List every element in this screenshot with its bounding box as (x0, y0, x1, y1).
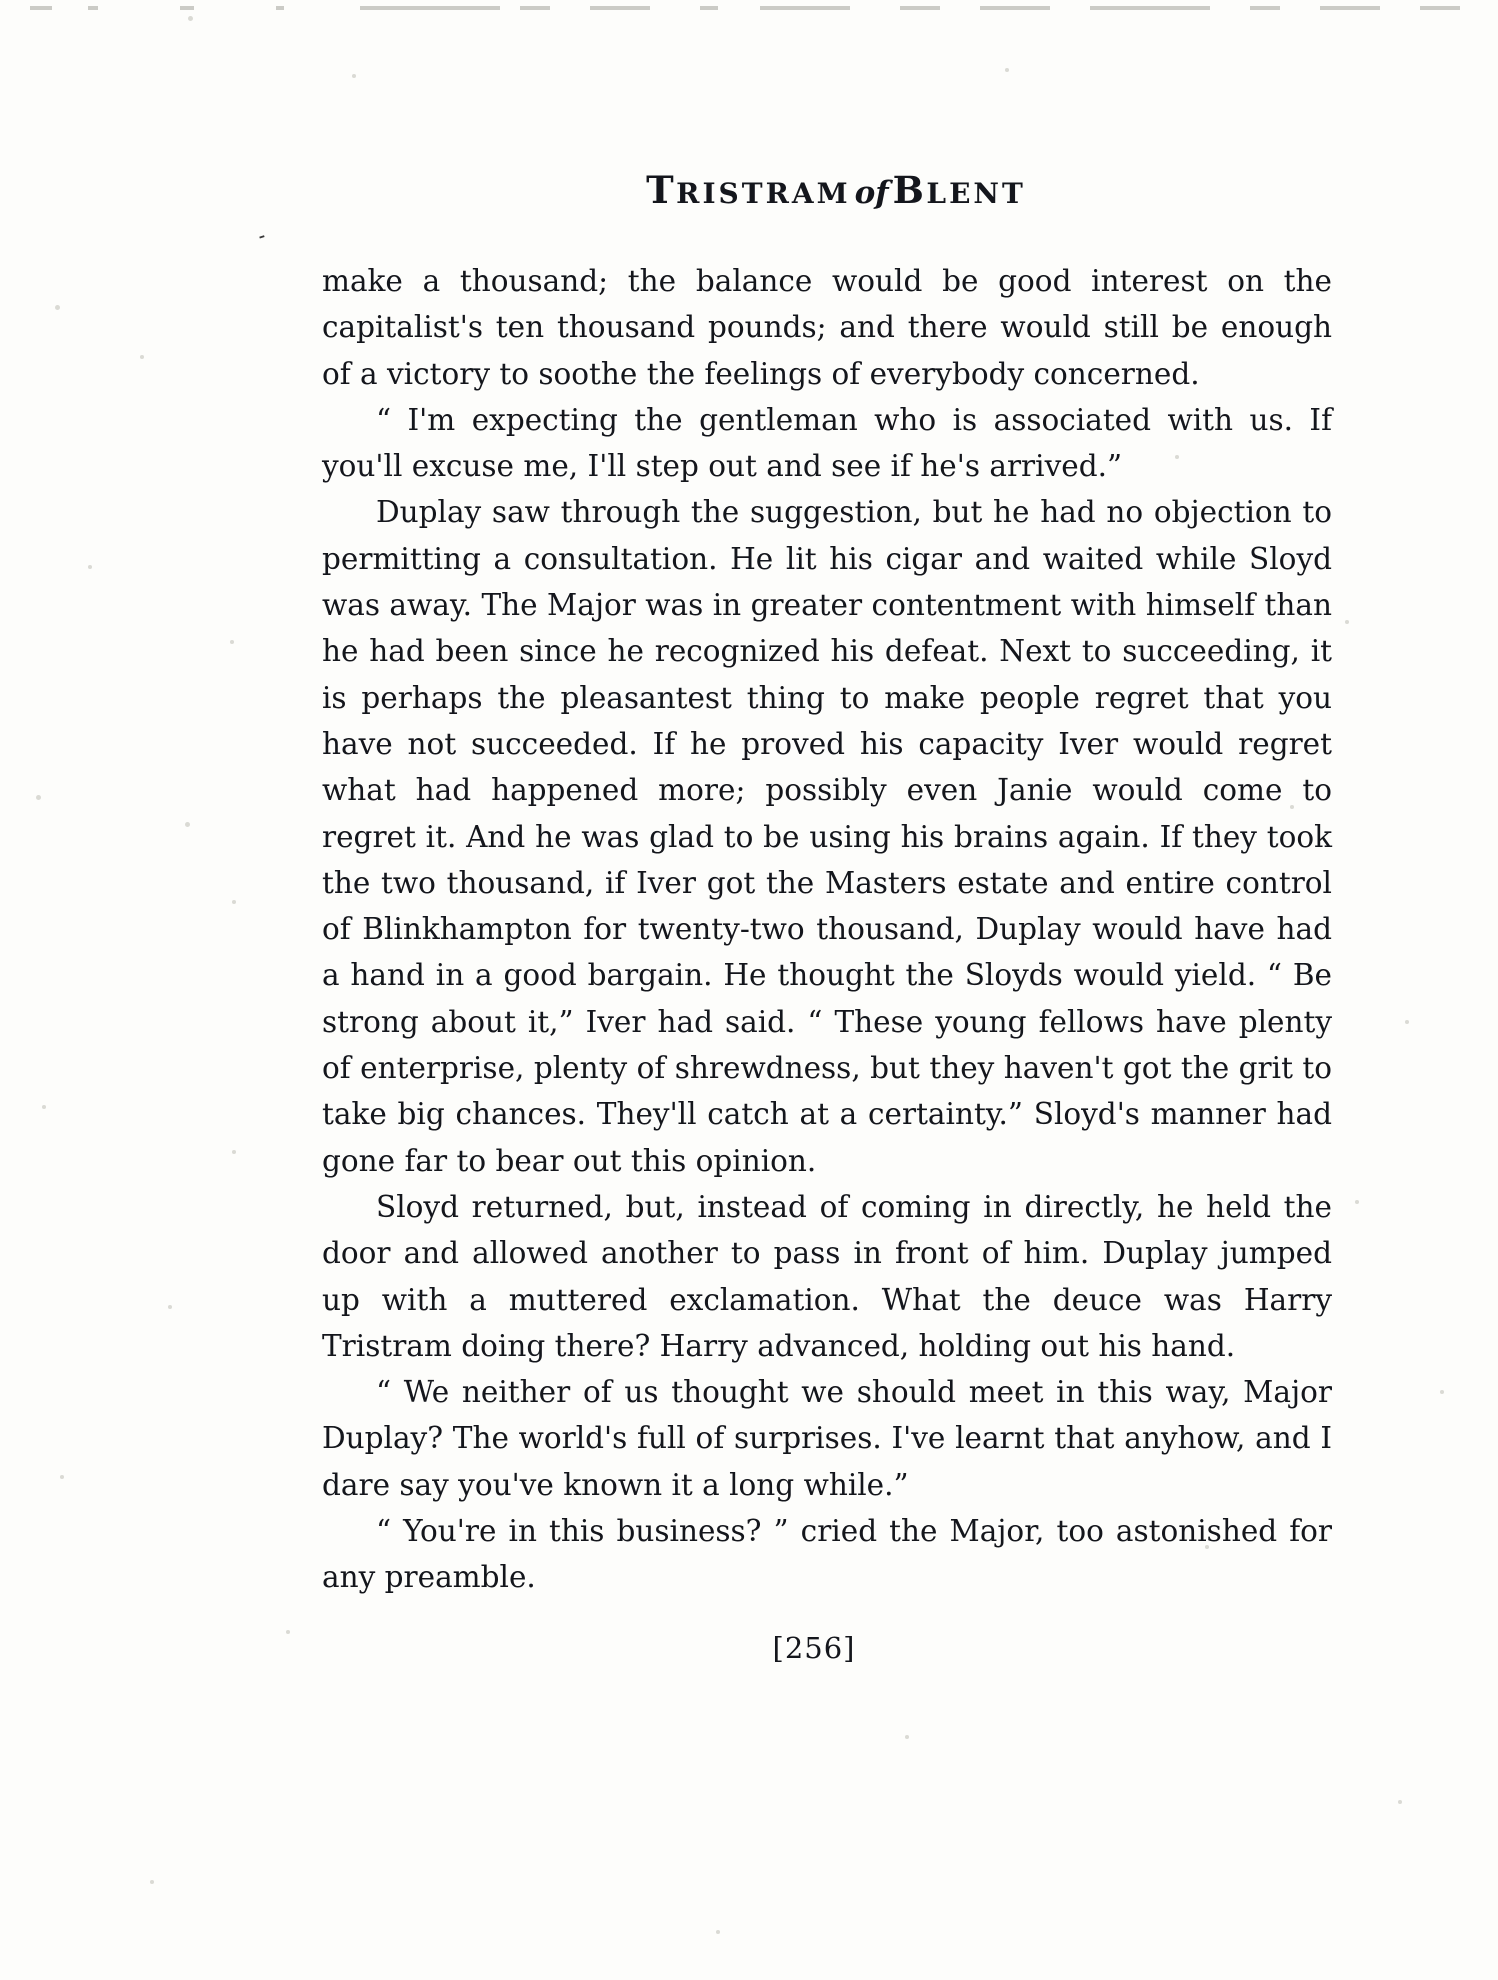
running-head (322, 168, 1332, 212)
scan-speck (150, 1880, 154, 1884)
scan-speck (232, 900, 236, 904)
paragraph: Sloyd returned, but, instead of coming in directly, he held the door and allowed another to pass in front of him. Duplay jumped up with a muttered exclamation. What the deuce was Harry Tristram doing there? Harry advanced, holding out his hand. (322, 1189, 1332, 1363)
scan-speck (36, 795, 41, 800)
scan-speck (1405, 1020, 1409, 1024)
scan-speck (905, 1735, 909, 1739)
paragraph: “ We neither of us thought we should meet in this way, Major Duplay? The world's full of surprises. I've learnt that anyhow, and I dare say you've known it a long while.” (322, 1375, 1332, 1502)
running-head-word-2: LENT (926, 177, 1026, 210)
paragraph: Duplay saw through the suggestion, but he had no objection to permitting a consultation. He lit his cigar and waited while Sloyd was away. The Major was in greater contentment with himself than he had been since he recognized his defeat. Next to succeeding, it is perhaps the pleasantest thing to make people regret that you have not succeeded. If he proved his capacity Iver would regret what had happened more; possibly even Janie would come to regret it. And he was glad to be using his brains again. If they took the two thousand, if Iver got the Masters estate and entire control of Blinkhampton for twenty-two thousand, Duplay would have had a hand in a good bargain. He thought the Sloyds would yield. “ Be strong about it,” Iver had said. “ These young fellows have plenty of enterprise, plenty of shrewdness, but they haven't got the grit to take big chances. They'll catch at a certainty.” Sloyd's manner had gone far to bear out this opinion. (322, 495, 1332, 1178)
scan-speck (188, 16, 193, 21)
scan-speck (1355, 1200, 1359, 1204)
scan-speck (168, 1305, 172, 1309)
running-head-word-1: RISTRAM (676, 177, 851, 210)
running-head-initial-2: B (892, 168, 927, 212)
scan-speck (140, 355, 144, 359)
page-edge-marks (0, 6, 1498, 20)
scan-speck (88, 565, 92, 569)
page-number: [256] (772, 1630, 856, 1665)
scan-speck (185, 822, 190, 827)
scan-speck (352, 74, 356, 78)
scan-speck (42, 1105, 46, 1109)
scan-speck (1398, 1800, 1402, 1804)
running-head-connector: of (854, 175, 889, 211)
scan-speck (716, 1930, 720, 1934)
scan-speck (1005, 68, 1009, 72)
paragraph: “ You're in this business? ” cried the Major, too astonished for any preamble. (322, 1514, 1332, 1595)
scan-speck (1345, 620, 1349, 624)
scan-speck (1440, 1390, 1444, 1394)
page-content (322, 168, 1332, 1665)
running-head-initial-1: T (646, 168, 677, 212)
scan-speck (230, 640, 234, 644)
marginal-mark: ⁃ (255, 227, 270, 249)
body-text (322, 258, 1332, 1601)
scan-speck (286, 1630, 290, 1634)
scan-speck (60, 1475, 64, 1479)
scan-speck (232, 1150, 236, 1154)
scan-speck (55, 305, 60, 310)
paragraph: make a thousand; the balance would be good interest on the capitalist's ten thousand pounds; and there would still be enough of a victory to soothe the feelings of everybody concerned. (322, 264, 1332, 391)
paragraph: “ I'm expecting the gentleman who is associated with us. If you'll excuse me, I'll step out and see if he's arrived.” (322, 402, 1332, 484)
